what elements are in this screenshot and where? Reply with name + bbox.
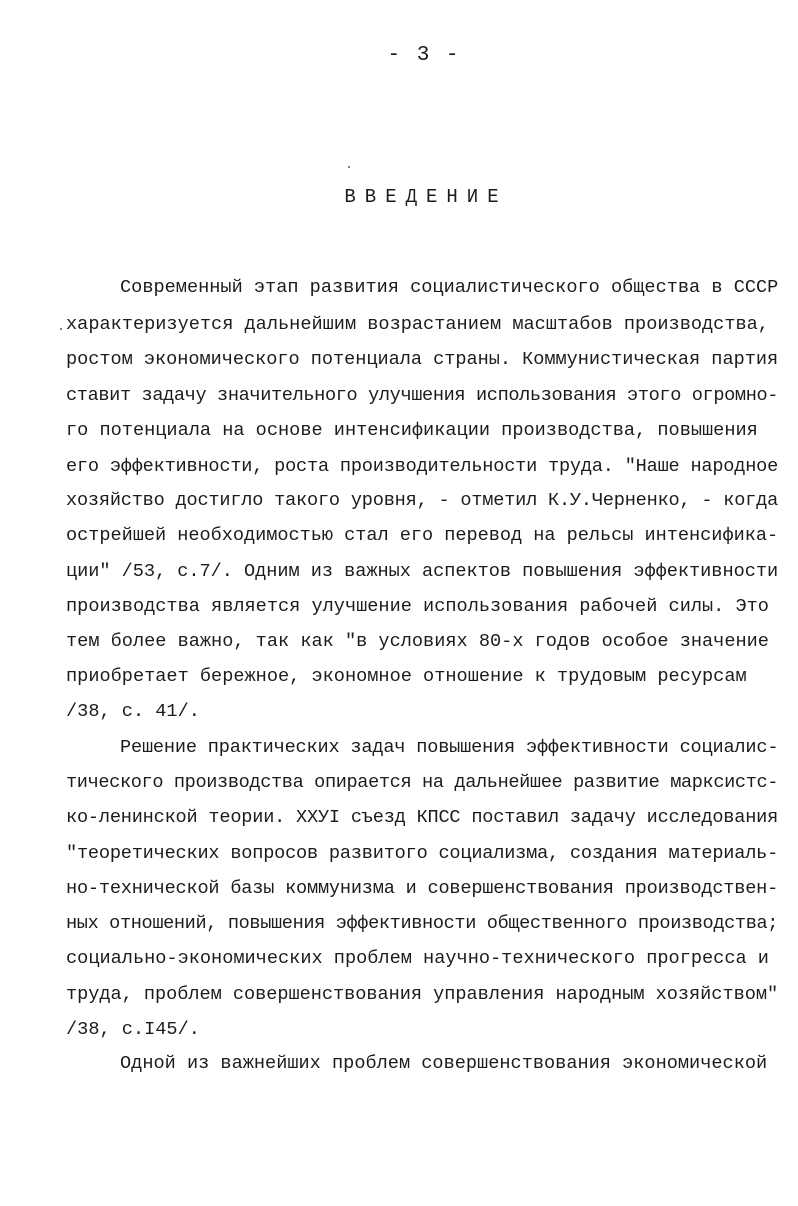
section-title: ВВЕДЕНИЕ	[344, 186, 508, 208]
text-line: Современный этап развития социалистического общества в СССР	[120, 277, 779, 298]
text-line: го потенциала на основе интенсификации производства, повышения	[66, 420, 758, 441]
text-line: ставит задачу значительного улучшения использования этого огромно-	[66, 385, 779, 406]
text-line: Одной из важнейших проблем совершенствования экономической	[120, 1053, 768, 1074]
text-line: "теоретических вопросов развитого социализма, создания материаль-	[66, 843, 779, 864]
text-line: производства является улучшение использования рабочей силы. Это	[66, 596, 769, 617]
text-line: но-технической базы коммунизма и совершенствования производствен-	[66, 878, 779, 899]
speck-mark	[60, 328, 62, 330]
text-line: тем более важно, так как "в условиях 80-х годов особое значение	[66, 631, 769, 652]
text-line: труда, проблем совершенствования управления народным хозяйством"	[66, 984, 779, 1005]
text-line: характеризуется дальнейшим возрастанием масштабов производства,	[66, 314, 769, 335]
text-line: хозяйство достигло такого уровня, - отметил К.У.Черненко, - когда	[66, 490, 779, 511]
text-line: ных отношений, повышения эффективности общественного производства;	[66, 913, 779, 934]
text-line: его эффективности, роста производительности труда. "Наше народное	[66, 456, 779, 477]
text-line: Решение практических задач повышения эффективности социалис-	[120, 737, 779, 758]
text-line: тического производства опирается на дальнейшее развитие марксистс-	[66, 772, 779, 793]
page-number: - 3 -	[387, 44, 461, 67]
text-line: ко-ленинской теории. ХХУI съезд КПСС поставил задачу исследования	[66, 807, 779, 828]
text-line: /38, с. 41/.	[66, 701, 200, 722]
text-line: приобретает бережное, экономное отношение к трудовым ресурсам	[66, 666, 747, 687]
text-line: острейшей необходимостью стал его перевод на рельсы интенсифика-	[66, 525, 779, 546]
text-line: ростом экономического потенциала страны. Коммунистическая партия	[66, 349, 779, 370]
text-line: ции" /53, с.7/. Одним из важных аспектов повышения эффективности	[66, 561, 779, 582]
text-line: социально-экономических проблем научно-технического прогресса и	[66, 948, 769, 969]
text-line: /38, с.I45/.	[66, 1019, 200, 1040]
speck-mark	[348, 166, 350, 168]
